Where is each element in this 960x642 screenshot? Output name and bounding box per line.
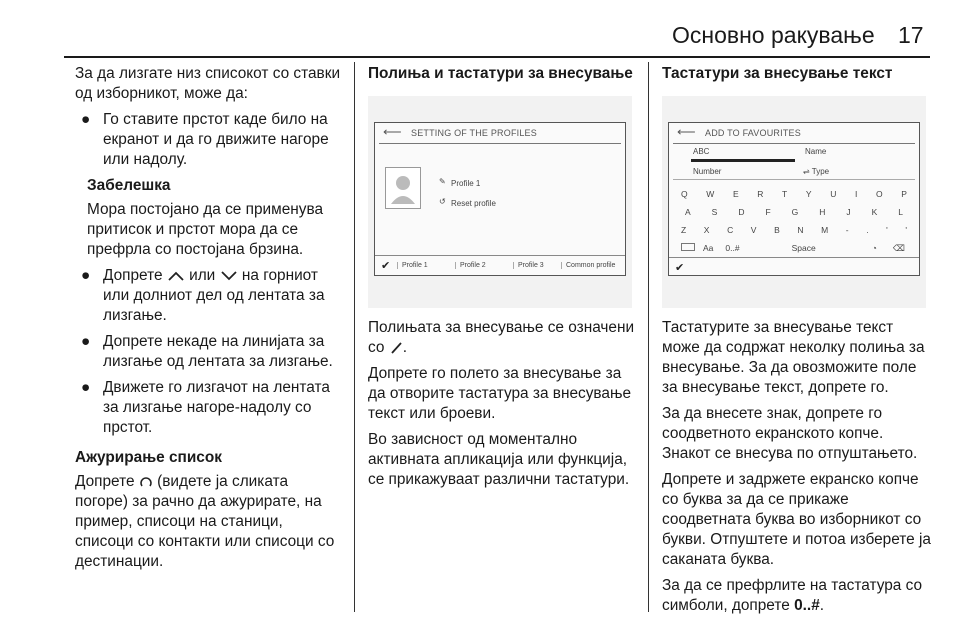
field-name: Name bbox=[805, 147, 827, 156]
screen-title: SETTING OF THE PROFILES bbox=[411, 128, 537, 138]
keyboard-key: Z bbox=[681, 225, 687, 235]
keyboard-row-1 bbox=[675, 189, 913, 199]
bullet-dot: ● bbox=[81, 111, 91, 128]
keyboards-p4-a: За да се префрлите на тастатура со симболи, допрете bbox=[662, 577, 923, 614]
keyboard-row-4 bbox=[675, 243, 913, 254]
update-text-a: Допрете bbox=[75, 473, 135, 490]
keyboard-key: C bbox=[727, 225, 734, 235]
keyboard-key: I bbox=[854, 189, 858, 199]
keyboards-p4 bbox=[662, 576, 932, 616]
keyboard-key: R bbox=[757, 189, 764, 199]
keyboard-key: P bbox=[901, 189, 907, 199]
keyboard-screenshot bbox=[662, 96, 926, 308]
keyboard-screen bbox=[668, 122, 920, 276]
screen-divider bbox=[379, 143, 621, 144]
keyboard-key: U bbox=[830, 189, 837, 199]
bullet-text: Го ставите прстот каде било на екранот и да го движите нагоре или надолу. bbox=[103, 111, 329, 168]
person-icon bbox=[386, 168, 420, 208]
bullet-text-a: Допрете bbox=[103, 267, 163, 284]
reset-icon: ↺ bbox=[439, 197, 446, 206]
key-shift: Aa bbox=[703, 243, 714, 253]
bullet-item bbox=[75, 266, 345, 326]
keyboard-key: - bbox=[845, 225, 849, 235]
keyboard-bottom-bar bbox=[669, 257, 919, 275]
screen-title: ADD TO FAVOURITES bbox=[705, 128, 801, 138]
keyboard-key: B bbox=[774, 225, 780, 235]
keyboard-key: H bbox=[819, 207, 826, 217]
bullet-text: Движете го лизгачот на лентата за лизгање нагоре-надолу со прстот. bbox=[103, 379, 330, 436]
key-space: Space bbox=[791, 243, 816, 253]
keyboard-key: A bbox=[685, 207, 691, 217]
field-divider bbox=[673, 179, 915, 180]
bullet-text-b: на горниот или долниот дел од лентата за лизгање. bbox=[103, 267, 325, 324]
mic-icon: ◔ bbox=[871, 243, 877, 253]
update-text-b: (видете ја сликата погоре) за рачно да ажурирате, на пример, списоци на станици, списоци со контакти или списоци со дестинации. bbox=[75, 473, 335, 570]
bullet-item bbox=[75, 110, 345, 170]
keyboard-key: Y bbox=[805, 189, 812, 199]
header-divider bbox=[64, 56, 930, 58]
key-symbols: 0..# bbox=[725, 243, 740, 253]
tab-profile-2: Profile 2 bbox=[455, 262, 486, 269]
column-3 bbox=[662, 64, 932, 88]
keyboards-p2: За да внесете знак, допрете го соодветното екранското копче. Знакот се внесува по отпуштањето. bbox=[662, 405, 918, 462]
keyboard-key: ' bbox=[905, 225, 907, 235]
page-number: 17 bbox=[898, 22, 924, 48]
fields-p1 bbox=[368, 318, 636, 358]
fields-p2: Допрете го полето за внесување за да отворите тастатура за внесување текст или броеви. bbox=[368, 365, 632, 422]
column-2-text bbox=[368, 318, 636, 496]
pencil-icon bbox=[389, 341, 403, 355]
field-number: Number bbox=[693, 167, 722, 176]
column-3-text bbox=[662, 318, 932, 622]
keyboard-key: S bbox=[711, 207, 718, 217]
screen-divider bbox=[673, 143, 915, 144]
fields-p1-b: . bbox=[402, 339, 407, 356]
update-text bbox=[75, 472, 345, 572]
keyboard-key: . bbox=[866, 225, 869, 235]
tab-common-profile: Common profile bbox=[561, 262, 615, 269]
keyboards-p1: Тастатурите за внесување текст може да содржат неколку полиња за внесување. За да овозможите поле за внесување текст, допрете го. bbox=[662, 319, 925, 396]
keyboard-key: L bbox=[898, 207, 903, 217]
keyboards-heading: Тастатури за внесување текст bbox=[662, 65, 893, 82]
keyboard-key: G bbox=[791, 207, 799, 217]
tab-profile-3: Profile 3 bbox=[513, 262, 544, 269]
bullet-dot: ● bbox=[81, 333, 91, 350]
backspace-icon: ⌫ bbox=[892, 243, 905, 253]
field-type: ⇌ Type bbox=[803, 167, 830, 176]
update-heading: Ажурирање список bbox=[75, 449, 222, 466]
keyboard-key: M bbox=[821, 225, 829, 235]
symbols-key-label: 0..# bbox=[794, 597, 820, 614]
keyboard-row-2 bbox=[675, 207, 913, 217]
column-divider-2 bbox=[648, 62, 649, 612]
keyboard-key: V bbox=[750, 225, 757, 235]
keyboard-key: T bbox=[782, 189, 788, 199]
profile-name: Profile 1 bbox=[451, 179, 481, 188]
note-text: Мора постојано да се применува притисок и прстот мора да се префрла со постојана брзина. bbox=[87, 201, 324, 258]
reset-profile: Reset profile bbox=[451, 199, 496, 208]
keyboard-row-3 bbox=[675, 225, 913, 235]
active-field-underline bbox=[691, 159, 795, 162]
intro-text: За да лизгате низ списокот со ставки од изборникот, може да: bbox=[75, 65, 341, 102]
bullet-text-or: или bbox=[189, 267, 216, 284]
fields-p3: Во зависност од моментално активната апликација или функција, се прикажуваат различни тастатури. bbox=[368, 431, 630, 488]
keyboard-key: N bbox=[797, 225, 804, 235]
bullet-item bbox=[75, 332, 345, 372]
keyboard-key: F bbox=[765, 207, 771, 217]
keyboard-key: J bbox=[846, 207, 851, 217]
refresh-icon bbox=[139, 475, 153, 489]
keyboard-key: ' bbox=[886, 225, 888, 235]
keyboard-key: Q bbox=[681, 189, 688, 199]
column-1 bbox=[75, 64, 345, 578]
check-icon: ✔ bbox=[675, 262, 685, 274]
keyboard-key: W bbox=[706, 189, 715, 199]
keyboard-icon bbox=[681, 243, 695, 251]
tab-profile-1: Profile 1 bbox=[397, 262, 428, 269]
column-divider-1 bbox=[354, 62, 355, 612]
bullet-text: Допрете некаде на линијата за лизгање од лентата за лизгање. bbox=[103, 333, 333, 370]
fields-heading: Полиња и тастатури за внесување bbox=[368, 65, 633, 82]
chevron-up-icon bbox=[167, 270, 185, 282]
field-abc: ABC bbox=[693, 147, 710, 156]
bullet-dot: ● bbox=[81, 379, 91, 396]
back-arrow-icon: ⟵ bbox=[677, 124, 696, 139]
profiles-screen bbox=[374, 122, 626, 276]
back-arrow-icon: ⟵ bbox=[383, 124, 402, 139]
bullet-item bbox=[75, 378, 345, 438]
keyboard-key: O bbox=[875, 189, 883, 199]
check-icon: ✔ bbox=[381, 260, 391, 272]
note-block bbox=[75, 176, 345, 260]
keyboard-key: X bbox=[703, 225, 710, 235]
chevron-down-icon bbox=[220, 270, 238, 282]
keyboard-key: K bbox=[871, 207, 878, 217]
field-type-label: Type bbox=[811, 167, 830, 176]
profile-tab-bar bbox=[375, 255, 625, 275]
keyboard-key: E bbox=[732, 189, 739, 199]
fields-p1-a: Полињата за внесување се означени со bbox=[368, 319, 635, 356]
page-header bbox=[0, 0, 960, 56]
column-2 bbox=[368, 64, 636, 88]
profiles-screenshot bbox=[368, 96, 632, 308]
keyboards-p3: Допрете и задржете екранско копче со буква за да се прикаже соодветната буква во изборникот со букви. Отпуштете и потоа изберете ја саканата буква. bbox=[662, 471, 931, 568]
keyboards-p4-b: . bbox=[819, 597, 825, 614]
note-heading: Забелешка bbox=[87, 177, 171, 194]
page-title: Основно ракување bbox=[672, 22, 875, 48]
bullet-dot: ● bbox=[81, 267, 91, 284]
profile-avatar bbox=[385, 167, 421, 209]
keyboard-key: D bbox=[738, 207, 745, 217]
pencil-icon: ✎ bbox=[439, 177, 446, 186]
